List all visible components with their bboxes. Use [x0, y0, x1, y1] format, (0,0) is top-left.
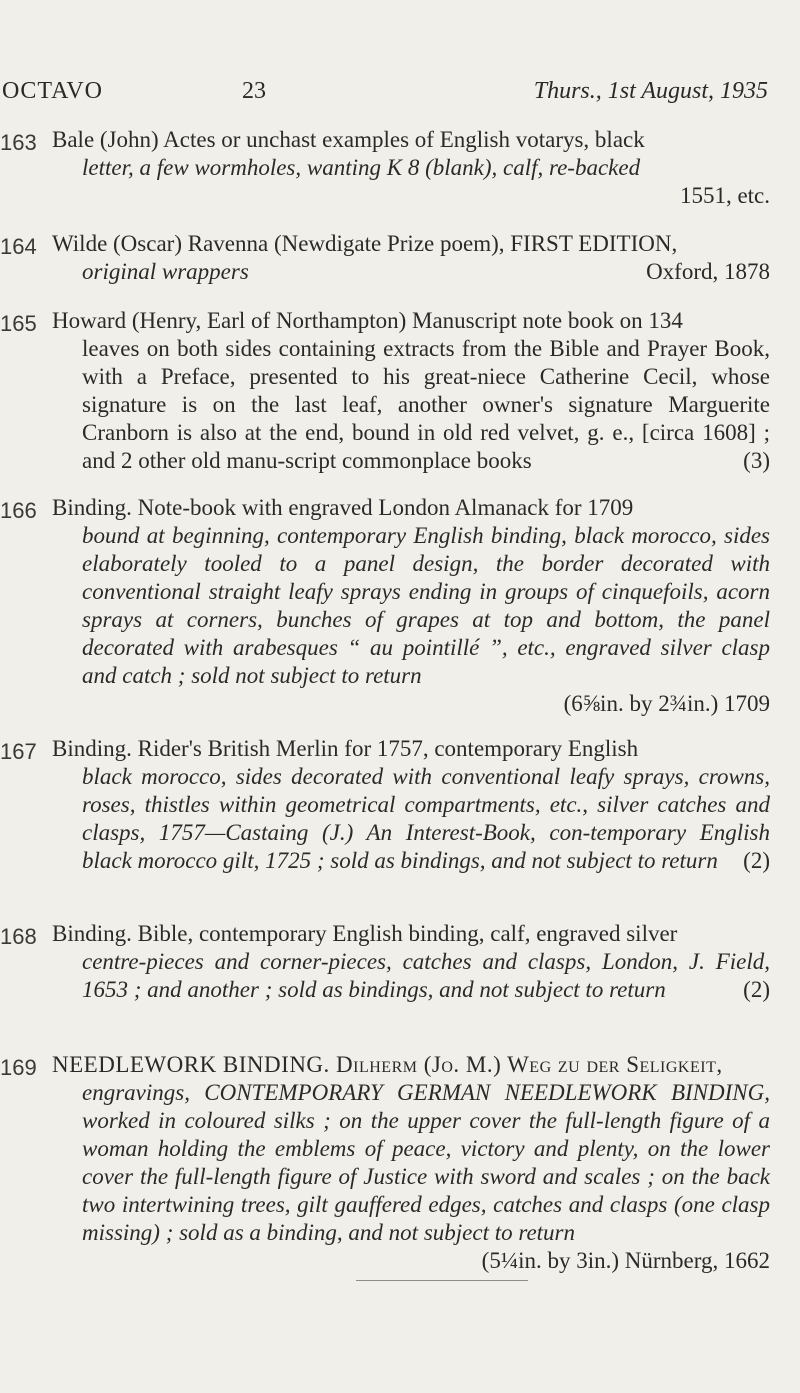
lot-count: (2)	[743, 848, 770, 873]
lot-number: 163	[0, 130, 37, 155]
lot-description: letter, a few wormholes, wanting K 8 (blank), calf, re-backed	[82, 155, 641, 180]
lot-description: engravings, CONTEMPORARY GERMAN NEEDLEWORK BINDING, worked in coloured silks ; on the upper cover the full-length figure of a woman holding the emblems of peace, victory and plenty, on the lower cover the full-length figure of Justice with sword and scales ; on the back two intertwining trees, gilt gauffered edges, catches and clasps (one clasp missing) ; sold as a binding, and not subject to return	[82, 1080, 770, 1245]
lot-description: black morocco, sides decorated with conventional leafy sprays, crowns, roses, thistles within geometrical compartments, etc., silver catches and clasps, 1757—Castaing (J.) An Interest-Book, con-temporary English black morocco gilt, 1725 ; sold as bindings, and not subject to return	[82, 764, 770, 873]
lot-number: 168	[0, 924, 37, 949]
lot-number: 164	[0, 234, 37, 259]
lot-number: 166	[0, 498, 37, 523]
format-label: OCTAVO	[2, 78, 103, 104]
lot-dimensions: (6⅝in. by 2¾in.) 1709	[563, 691, 770, 716]
lot-number: 169	[0, 1055, 37, 1080]
lot-lead: Binding. Rider's British Merlin for 1757, contemporary English	[52, 736, 639, 761]
lot-lead: Bale (John) Actes or unchast examples of English votarys, black	[52, 127, 645, 152]
lot-count: (2)	[743, 977, 770, 1002]
lot-description: centre-pieces and corner-pieces, catches and clasps, London, J. Field, 1653 ; and another ; sold as bindings, and not subject to return	[82, 949, 770, 1002]
sale-date: Thurs., 1st August, 1935	[533, 78, 768, 104]
lot-description: bound at beginning, contemporary English binding, black morocco, sides elaborately tooled to a panel design, the border decorated with conventional straight leafy sprays ending in groups of cinquefoils, acorn sprays at corners, bunches of grapes at top and bottom, the panel decorated with arabesques “ au pointillé ”, etc., engraved silver clasp and catch ; sold not subject to return	[82, 523, 770, 688]
lot-date: 1551, etc.	[679, 183, 770, 208]
lot-lead: Howard (Henry, Earl of Northampton) Manuscript note book on 134	[52, 308, 683, 333]
lot-number: 167	[0, 739, 37, 764]
lot-lead: Wilde (Oscar) Ravenna (Newdigate Prize poem), FIRST EDITION,	[52, 231, 678, 256]
section-divider	[356, 1280, 528, 1281]
lot-count: (3)	[743, 448, 770, 473]
lot-lead: NEEDLEWORK BINDING. Dilherm (Jo. M.) Weg zu der Seligkeit,	[52, 1052, 723, 1077]
lot-lead: Binding. Bible, contemporary English binding, calf, engraved silver	[52, 921, 678, 946]
lot-number: 165	[0, 311, 37, 336]
page-header	[0, 78, 800, 118]
lot-dimensions: (5¼in. by 3in.) Nürnberg, 1662	[481, 1248, 770, 1273]
lot-description: original wrappers	[82, 259, 249, 284]
lot-date: Oxford, 1878	[646, 259, 770, 284]
lot-description: leaves on both sides containing extracts from the Bible and Prayer Book, with a Preface, presented to his great-niece Catherine Cecil, whose signature is on the last leaf, another owner's signature Marguerite Cranborn is also at the end, bound in old red velvet, g. e., [circa 1608] ; and 2 other old manu-script commonplace books	[82, 336, 770, 473]
lot-lead: Binding. Note-book with engraved London Almanack for 1709	[52, 495, 634, 520]
page-number: 23	[242, 78, 266, 104]
